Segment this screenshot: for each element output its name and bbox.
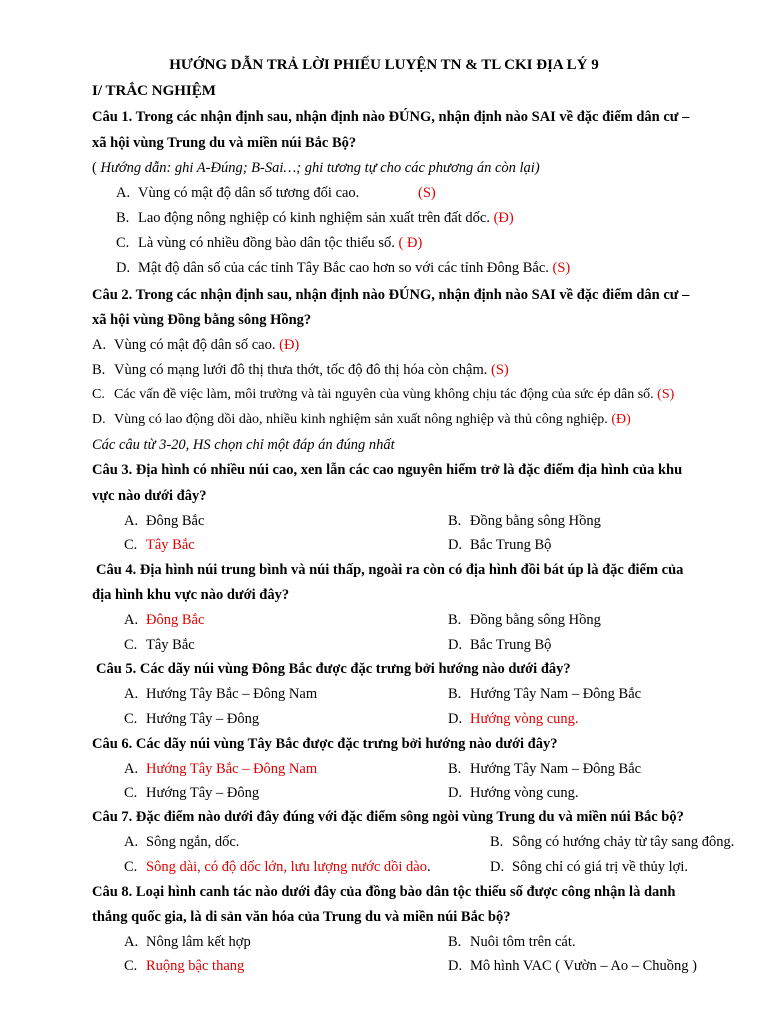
option-text: Hướng vòng cung. <box>470 785 579 801</box>
option-text: Nuôi tôm trên cát. <box>470 934 576 950</box>
q3-option-c <box>124 536 195 554</box>
document-title: HƯỚNG DẪN TRẢ LỜI PHIẾU LUYỆN TN & TL CKI ĐỊA LÝ 9 <box>169 57 599 73</box>
option-letter: C. <box>92 387 105 402</box>
q3-option-a <box>124 512 204 530</box>
option-text-period: . <box>426 859 431 875</box>
q7-option-d <box>490 858 688 876</box>
option-text-answer: Hướng Tây Bắc – Đông Nam <box>146 761 318 777</box>
q1-option-a-mark: (S) <box>418 185 436 201</box>
q5-option-c <box>124 710 259 728</box>
option-letter: D. <box>448 785 463 801</box>
option-text: Vùng có mật độ dân số cao. <box>114 337 276 353</box>
q3-option-b <box>448 512 601 530</box>
q6-option-d <box>448 784 579 802</box>
option-letter: C. <box>124 711 138 727</box>
option-text: Các vấn đề việc làm, môi trường và tài nguyên của vùng không chịu tác động của sức ép dân số. <box>114 387 654 402</box>
option-text: Vùng có mật độ dân số tương đối cao. <box>138 185 360 201</box>
q3-option-d <box>448 536 551 554</box>
answer-mark: (Đ) <box>493 210 514 226</box>
option-letter: C. <box>124 637 138 653</box>
option-text: Hướng Tây Nam – Đông Bắc <box>470 686 642 702</box>
option-text-answer: Ruộng bậc thang <box>146 958 245 974</box>
q1-option-b <box>116 209 514 227</box>
option-letter: B. <box>92 362 106 378</box>
option-text-answer: Hướng vòng cung. <box>470 711 579 727</box>
q5-option-d <box>448 710 579 728</box>
q4-stem-line1: Câu 4. Địa hình núi trung bình và núi thấp, ngoài ra còn có địa hình đồi bát úp là đặc điểm của <box>96 562 684 578</box>
option-letter: D. <box>92 412 106 427</box>
option-text-answer: Sông dài, có độ dốc lớn, lưu lượng nước dồi dào <box>146 859 427 875</box>
option-letter: C. <box>124 958 138 974</box>
q4-stem-line2: địa hình khu vực nào dưới đây? <box>92 587 290 603</box>
answer-mark: (S) <box>552 260 571 276</box>
q8-option-b <box>448 933 576 951</box>
q2-option-b <box>92 361 509 379</box>
option-letter: B. <box>448 934 462 950</box>
option-text: Nông lâm kết hợp <box>146 934 251 950</box>
option-letter: B. <box>448 513 462 529</box>
q8-stem-line1: Câu 8. Loại hình canh tác nào dưới đây của đồng bào dân tộc thiểu số được công nhận là danh <box>92 884 676 900</box>
q8-option-c <box>124 957 244 975</box>
q4-option-c <box>124 636 195 654</box>
option-text: Mô hình VAC ( Vườn – Ao – Chuồng ) <box>470 958 698 974</box>
q1-guide-paren: ( <box>92 160 97 176</box>
option-text: Đồng bằng sông Hồng <box>470 513 601 529</box>
q5-stem: Câu 5. Các dãy núi vùng Đông Bắc được đặc trưng bởi hướng nào dưới đây? <box>96 661 571 677</box>
option-text: Sông chỉ có giá trị về thủy lợi. <box>512 859 689 875</box>
instruction-note: Các câu từ 3-20, HS chọn chỉ một đáp án đúng nhất <box>92 437 395 453</box>
q2-option-a <box>92 336 299 354</box>
option-letter: A. <box>124 834 139 850</box>
q7-option-c <box>124 858 431 876</box>
option-letter: B. <box>448 761 462 777</box>
option-letter: A. <box>124 934 139 950</box>
option-letter: D. <box>448 537 463 553</box>
q2-stem-line2: xã hội vùng Đồng bằng sông Hồng? <box>92 312 312 328</box>
option-text: Bắc Trung Bộ <box>470 637 552 653</box>
q2-option-c <box>92 386 674 404</box>
option-text: Hướng Tây Nam – Đông Bắc <box>470 761 642 777</box>
q2-stem-line1: Câu 2. Trong các nhận định sau, nhận định nào ĐÚNG, nhận định nào SAI về đặc điểm dân cư – <box>92 287 690 303</box>
answer-mark: (S) <box>657 387 675 402</box>
option-text: Vùng có mạng lưới đô thị thưa thớt, tốc độ đô thị hóa còn chậm. <box>114 362 488 378</box>
option-text: Lao động nông nghiệp có kinh nghiệm sản xuất trên đất dốc. <box>138 210 490 226</box>
q4-option-a <box>124 611 204 629</box>
option-text: Hướng Tây Bắc – Đông Nam <box>146 686 318 702</box>
q7-stem: Câu 7. Đặc điểm nào dưới đây đúng với đặc điểm sông ngòi vùng Trung du và miền núi Bắc bộ? <box>92 809 684 825</box>
option-letter: B. <box>116 210 130 226</box>
answer-mark: ( Đ) <box>398 235 423 251</box>
q1-stem-line1: Câu 1. Trong các nhận định sau, nhận định nào ĐÚNG, nhận định nào SAI về đặc điểm dân cư – <box>92 109 690 125</box>
q4-option-d <box>448 636 551 654</box>
option-text: Mật độ dân số của các tỉnh Tây Bắc cao hơn so với các tỉnh Đông Bắc. <box>138 260 549 276</box>
option-text: Sông ngắn, dốc. <box>146 834 240 850</box>
q1-option-a <box>116 184 359 202</box>
option-text-answer: Tây Bắc <box>146 537 195 553</box>
option-letter: B. <box>490 834 504 850</box>
answer-mark: (S) <box>490 362 509 378</box>
q1-guide <box>92 159 540 177</box>
option-letter: A. <box>124 612 139 628</box>
option-letter: A. <box>124 761 139 777</box>
option-letter: C. <box>116 235 130 251</box>
option-letter: D. <box>448 958 463 974</box>
q8-option-d <box>448 957 697 975</box>
option-text: Đồng bằng sông Hồng <box>470 612 601 628</box>
q7-option-a <box>124 833 239 851</box>
option-letter: B. <box>448 612 462 628</box>
answer-mark: (Đ) <box>279 337 300 353</box>
option-text: Tây Bắc <box>146 637 195 653</box>
option-text: Là vùng có nhiều đồng bào dân tộc thiểu số. <box>138 235 395 251</box>
q7-option-b <box>490 833 734 851</box>
option-letter: D. <box>448 637 463 653</box>
option-text: Sông có hướng chảy từ tây sang đông. <box>512 834 735 850</box>
q1-guide-text: Hướng dẫn: ghi A-Đúng; B-Sai…; ghi tương tự cho các phương án còn lại) <box>96 160 540 176</box>
option-text: Bắc Trung Bộ <box>470 537 552 553</box>
option-letter: C. <box>124 785 138 801</box>
option-letter: C. <box>124 537 138 553</box>
section-heading: I/ TRẮC NGHIỆM <box>92 83 216 99</box>
option-letter: B. <box>448 686 462 702</box>
option-letter: A. <box>124 686 139 702</box>
option-text-answer: Đông Bắc <box>146 612 205 628</box>
option-letter: D. <box>448 711 463 727</box>
q8-stem-line2: thắng quốc gia, là di sản văn hóa của Trung du và miền núi Bắc bộ? <box>92 909 511 925</box>
q3-stem-line1: Câu 3. Địa hình có nhiều núi cao, xen lẫn các cao nguyên hiểm trở là đặc điểm địa hình của khu <box>92 462 683 478</box>
option-text: Hướng Tây – Đông <box>146 785 260 801</box>
option-letter: D. <box>490 859 505 875</box>
q5-option-a <box>124 685 317 703</box>
option-letter: A. <box>116 185 131 201</box>
option-letter: D. <box>116 260 131 276</box>
option-letter: C. <box>124 859 138 875</box>
q6-option-a <box>124 760 317 778</box>
q2-option-d <box>92 411 631 429</box>
option-letter: A. <box>124 513 139 529</box>
q1-option-c <box>116 234 422 252</box>
q4-option-b <box>448 611 601 629</box>
q6-option-b <box>448 760 641 778</box>
q1-option-d <box>116 259 570 277</box>
option-text: Đông Bắc <box>146 513 205 529</box>
option-text: Vùng có lao động dồi dào, nhiều kinh nghiệm sản xuất nông nghiệp và thủ công nghiệp. <box>114 412 608 427</box>
answer-mark: (Đ) <box>611 412 631 427</box>
q5-option-b <box>448 685 641 703</box>
option-letter: A. <box>92 337 107 353</box>
option-text: Hướng Tây – Đông <box>146 711 260 727</box>
q1-stem-line2: xã hội vùng Trung du và miền núi Bắc Bộ? <box>92 135 357 151</box>
q8-option-a <box>124 933 251 951</box>
q6-option-c <box>124 784 259 802</box>
q3-stem-line2: vực nào dưới đây? <box>92 488 207 504</box>
q6-stem: Câu 6. Các dãy núi vùng Tây Bắc được đặc trưng bởi hướng nào dưới đây? <box>92 736 558 752</box>
